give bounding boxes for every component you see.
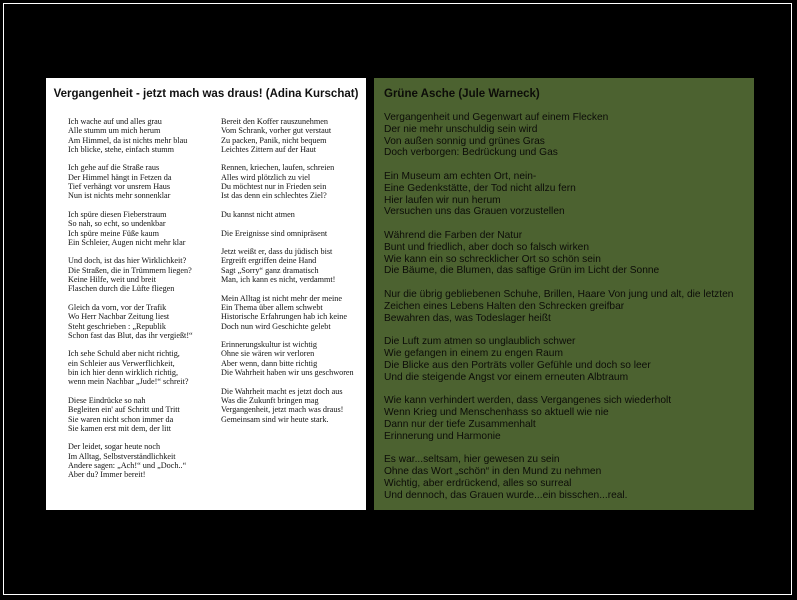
poem-line: Die Bäume, die Blumen, das saftige Grün im Licht der Sonne [384,265,660,277]
poem-line: Du möchtest nur in Frieden sein [221,182,327,192]
poem-line: ein Schleier aus Verwerflichkeit, [68,358,175,368]
poem-line: So nah, so echt, so undenkbar [68,219,166,229]
stanza [221,117,354,154]
left-poem-panel [46,78,366,510]
poem-line: Ich sehe Schuld aber nicht richtig, [68,349,180,359]
poem-line: Tief verhängt vor unsrem Haus [68,182,171,192]
poem-line: Alles wird plötzlich zu viel [221,172,311,182]
poem-line: Der Himmel hängt in Fetzen da [68,172,172,182]
poem-line: Wie kann verhindert werden, dass Vergangenes sich wiederholt [384,395,672,407]
poem-line: Historische Erfahrungen hab ich keine [221,312,347,322]
poem-line: Flaschen durch die Lüfte fliegen [68,284,175,294]
poem-line: Ein Thema über allem schwebt [221,302,323,312]
left-poem-column-2 [221,117,354,433]
stanza [68,210,193,247]
poem-line: Dann nur der tiefe Zusammenhalt [384,418,536,430]
stanza [384,336,749,383]
poem-line: Wie kann ein so schrecklicher Ort so schön sein [384,253,601,265]
poem-line: Bereit den Koffer rauszunehmen [221,117,328,126]
poem-line: Und dennoch, das Grauen wurde...ein bisschen...real. [384,489,628,501]
stanza [68,303,193,340]
poem-line: Begleiten ein' auf Schritt und Tritt [68,405,180,415]
left-poem-column-1 [68,117,193,489]
poem-line: Sie waren nicht schon immer da [68,414,174,424]
poem-line: Wie gefangen in einem zu engen Raum [384,347,563,359]
poem-line: Und die steigende Angst vor einem erneuten Albtraum [384,371,629,383]
poem-line: Was die Zukunft bringen mag [221,395,319,405]
poem-line: Hier laufen wir nun herum [384,194,501,206]
stanza [68,442,193,479]
poem-line: Die Blicke aus den Porträts voller Gefühle und doch so leer [384,359,651,371]
poem-line: bin ich hier denn wirklich richtig, [68,368,179,378]
poem-line: Diese Eindrücke so nah [68,395,146,405]
poem-line: Andere sagen: „Ach!“ und „Doch..“ [68,460,187,470]
poem-line: Vom Schrank, vorher gut verstaut [221,126,332,136]
stanza [384,395,749,442]
poem-line: Und doch, ist das hier Wirklichkeit? [68,256,187,266]
poem-line: Ist das denn ein schlechtes Ziel? [221,191,327,201]
poem-line: Nun ist nichts mehr sonnenklar [68,191,171,201]
stanza [384,454,749,501]
poem-line: Der nie mehr unschuldig sein wird [384,123,538,135]
poem-line: Zu packen, Panik, nicht bequem [221,135,327,145]
poem-line: Erinnerung und Harmonie [384,430,501,442]
stanza [384,230,749,277]
poem-line: Schon fast das Blut, das ihr vergießt!“ [68,330,193,340]
stanza [221,210,354,219]
stanza [221,163,354,200]
stanza [221,387,354,424]
poem-line: Wenn Krieg und Menschenhass so aktuell wie nie [384,406,609,418]
stanza [68,396,193,433]
poem-line: Man, ich kann es nicht, verdammt! [221,275,336,285]
poem-line: Alle stumm um mich herum [68,126,161,136]
poem-line: Gemeinsam sind wir heute stark. [221,414,329,424]
poem-line: Ohne sie wären wir verloren [221,349,315,359]
poem-line: Wo Herr Nachbar Zeitung liest [68,312,170,322]
poem-line: Im Alltag, Selbstverständlichkeit [68,451,176,461]
poem-line: Versuchen uns das Grauen vorzustellen [384,206,565,218]
poem-line: Bunt und friedlich, aber doch so falsch wirken [384,241,589,253]
poem-line: Die Wahrheit haben wir uns geschworen [221,368,354,378]
stanza [221,340,354,377]
poem-line: Wichtig, aber erdrückend, alles so surreal [384,477,572,489]
right-poem-panel [374,78,754,510]
poem-line: Sie kamen erst mit dem, der litt [68,423,172,433]
poem-line: wenn mein Nachbar „Jude!“ schreit? [68,377,189,387]
poem-line: Ergreift ergriffen deine Hand [221,256,317,266]
stanza [68,163,193,200]
poem-line: Ich blicke, stehe, einfach stumm [68,144,174,154]
poem-line: Jetzt weißt er, dass du jüdisch bist [221,247,333,257]
stanza [221,229,354,238]
poem-line: Es war...seltsam, hier gewesen zu sein [384,454,560,466]
poem-line: Die Luft zum atmen so unglaublich schwer [384,336,576,348]
poem-line: Keine Hilfe, weit und breit [68,275,156,285]
poem-line: Ein Schleier, Augen nicht mehr klar [68,237,186,247]
stanza [384,171,749,218]
stanza [221,247,354,284]
poem-line: Der leidet, sogar heute noch [68,442,161,452]
poem-line: Am Himmel, da ist nichts mehr blau [68,135,188,145]
poem-line: Sagt „Sorry“ ganz dramatisch [221,265,319,275]
poem-line: Ich spüre meine Füße kaum [68,228,159,238]
poem-line: Während die Farben der Natur [384,229,523,241]
poem-line: Rennen, kriechen, laufen, schreien [221,163,335,173]
poem-line: Ein Museum am echten Ort, nein- [384,170,537,182]
poem-line: Die Wahrheit macht es jetzt doch aus [221,386,343,396]
poem-line: Vergangenheit und Gegenwart auf einem Flecken [384,112,609,123]
poem-line: Die Ereignisse sind omnipräsent [221,228,328,238]
poem-line: Doch verborgen: Bedrückung und Gas [384,147,558,159]
poem-line: Ich spüre diesen Fieberstraum [68,209,167,219]
right-poem-title: Grüne Asche (Jule Warneck) [384,88,540,100]
stanza [68,256,193,293]
right-poem-body [384,112,749,513]
poem-line: Aber wenn, dann bitte richtig [221,358,318,368]
poem-line: Ich gehe auf die Straße raus [68,163,160,173]
poem-line: Ich wache auf und alles grau [68,117,162,126]
poem-line: Von außen sonnig und grünes Gras [384,135,545,147]
left-poem-title: Vergangenheit - jetzt mach was draus! (Adina Kurschat) [53,88,359,100]
stanza [68,349,193,386]
poem-line: Bewahren das, was Todeslager heißt [384,312,551,324]
poem-line: Eine Gedenkstätte, der Tod nicht allzu fern [384,182,576,194]
poem-line: Gleich da vorn, vor der Trafik [68,302,167,312]
poem-line: Ohne das Wort „schön“ in den Mund zu nehmen [384,465,602,477]
poem-line: Leichtes Zittern auf der Haut [221,144,317,154]
poem-line: Steht geschrieben : „Republik [68,321,166,331]
poem-line: Nur die übrig gebliebenen Schuhe, Brillen, Haare Von jung und alt, die letzten [384,288,734,300]
poem-line: Erinnerungskultur ist wichtig [221,340,317,350]
stanza [221,294,354,331]
stanza [68,117,193,154]
stanza [384,112,749,159]
poem-line: Vergangenheit, jetzt mach was draus! [221,405,344,415]
poem-line: Aber du? Immer bereit! [68,470,146,480]
poem-line: Die Straßen, die in Trümmern liegen? [68,265,192,275]
stanza [384,289,749,324]
poem-line: Zeichen eines Lebens Halten den Schrecken greifbar [384,300,625,312]
poem-line: Mein Alltag ist nicht mehr der meine [221,293,342,303]
poem-line: Du kannst nicht atmen [221,209,295,219]
poem-line: Doch nun wird Geschichte gelebt [221,321,331,331]
